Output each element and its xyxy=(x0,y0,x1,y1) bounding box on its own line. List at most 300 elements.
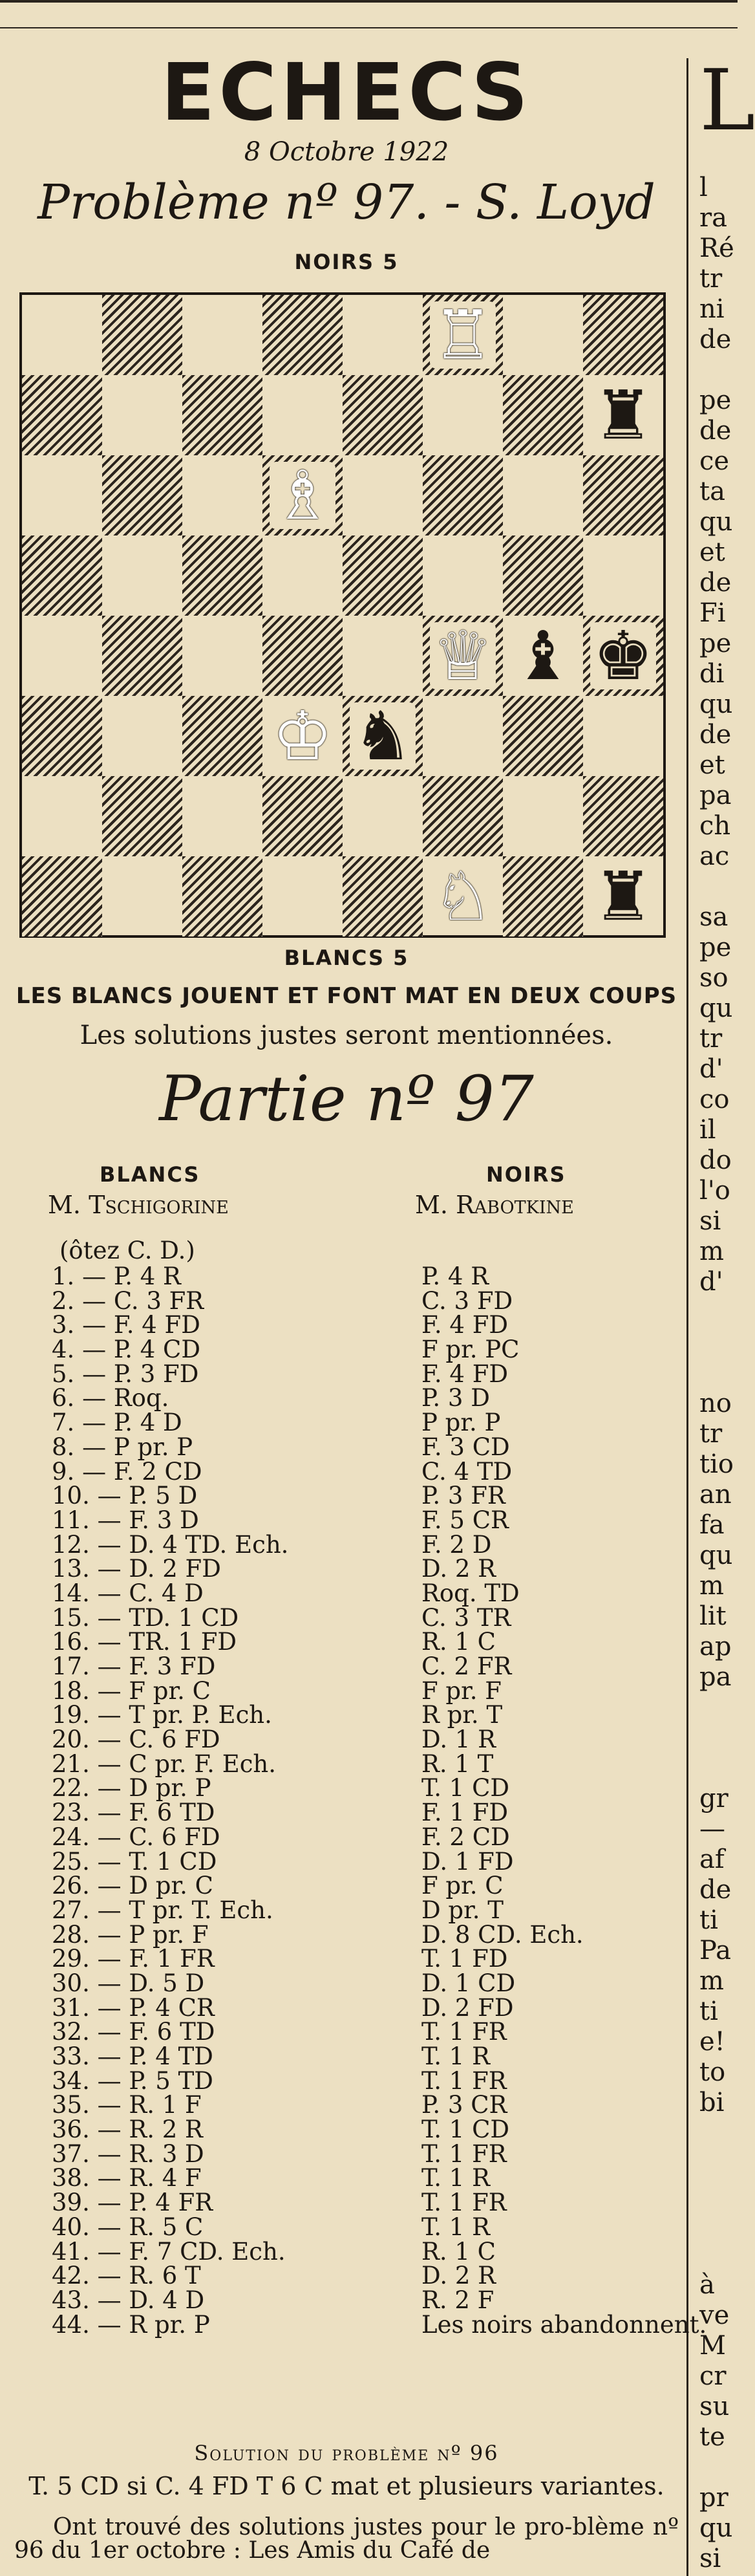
black-move: R. 2 F xyxy=(421,2286,494,2314)
move-row xyxy=(14,2264,679,2288)
top-rule xyxy=(0,0,738,3)
fragment-line: pa xyxy=(699,1662,732,1692)
board-square-h8 xyxy=(583,295,663,375)
fragment-line: m xyxy=(699,1966,724,1996)
white-move: 28. — P pr. F xyxy=(52,1920,209,1949)
column-rule xyxy=(686,58,688,2576)
black-move: F. 2 D xyxy=(421,1530,492,1559)
move-row xyxy=(14,1581,679,1606)
fragment-line: fa xyxy=(699,1510,725,1540)
solutions-note: Les solutions justes seront mentionnées. xyxy=(80,1021,613,1050)
board-square-c4 xyxy=(182,616,262,696)
fragment-line: pe xyxy=(699,933,732,962)
fragment-line: si xyxy=(699,1206,721,1236)
fragment-line: m xyxy=(699,1237,724,1266)
piece-glyph: ♚ xyxy=(590,622,655,689)
move-row xyxy=(14,1920,679,1949)
chess-column xyxy=(14,39,679,274)
black-move: T. 1 R xyxy=(421,2042,490,2070)
move-row xyxy=(14,2139,679,2168)
fragment-line: qu xyxy=(699,1541,733,1570)
piece-glyph: ♕ xyxy=(430,622,495,689)
move-list xyxy=(14,1237,707,2339)
black-knight-icon xyxy=(343,696,423,776)
fragment-line: pe xyxy=(699,629,732,658)
black-move: T. 1 R xyxy=(421,2213,490,2241)
fragment-line: no xyxy=(699,1389,732,1418)
fragment-line: — xyxy=(699,1814,725,1844)
move-row xyxy=(14,1508,679,1533)
black-move: D. 1 R xyxy=(421,1726,496,1754)
fragment-line: de xyxy=(699,720,732,750)
fragment-line: ap xyxy=(699,1632,732,1661)
piece-glyph: ♗ xyxy=(270,462,335,529)
fragment-line: gr xyxy=(699,1784,728,1813)
black-rook-icon xyxy=(583,375,663,455)
fragment-line: to xyxy=(699,2057,726,2087)
move-row xyxy=(14,1727,679,1752)
board-square-h2 xyxy=(583,776,663,856)
move-row xyxy=(14,1676,679,1705)
fragment-line: de xyxy=(699,325,732,354)
black-move: T. 1 FR xyxy=(421,2066,507,2095)
white-move: 20. — C. 6 FD xyxy=(52,1726,220,1754)
fragment-line: ce xyxy=(699,446,730,476)
black-move: F. 5 CR xyxy=(421,1506,509,1534)
black-move: F. 4 FD xyxy=(421,1311,509,1339)
move-row xyxy=(14,2020,679,2044)
white-move: 40. — R. 5 C xyxy=(52,2213,204,2241)
fragment-line: Pa xyxy=(699,1936,731,1965)
board-square-b7 xyxy=(102,375,182,455)
board-square-e7 xyxy=(343,375,423,455)
board-square-a7 xyxy=(22,375,102,455)
white-move: 15. — TD. 1 CD xyxy=(52,1603,239,1632)
move-row xyxy=(14,1776,679,1801)
board-square-c2 xyxy=(182,776,262,856)
white-move: 11. — F. 3 D xyxy=(52,1506,199,1534)
fragment-line: di xyxy=(699,659,725,689)
board-square-f7 xyxy=(423,375,503,455)
fragment-line xyxy=(699,1753,738,1784)
board-square-g1 xyxy=(503,856,583,936)
white-move: 10. — P. 5 D xyxy=(52,1482,198,1510)
move-row xyxy=(14,2237,679,2266)
black-move: P. 4 R xyxy=(421,1262,489,1290)
white-move: 16. — TR. 1 FD xyxy=(52,1628,237,1656)
fragment-line: co xyxy=(699,1085,730,1114)
board-square-b4 xyxy=(102,616,182,696)
move-row xyxy=(14,1630,679,1654)
move-row xyxy=(14,2215,679,2240)
handicap-text: (ôtez C. D.) xyxy=(59,1237,195,1264)
black-move: P. 3 CR xyxy=(421,2091,507,2119)
white-move: 8. — P pr. P xyxy=(52,1433,193,1461)
white-move: 1. — P. 4 R xyxy=(52,1262,181,1290)
fragment-line: su xyxy=(699,2392,730,2421)
white-move: 13. — D. 2 FD xyxy=(52,1555,221,1583)
move-row xyxy=(14,1654,679,1679)
chess-board xyxy=(19,292,666,938)
board-square-e4 xyxy=(343,616,423,696)
black-move: T. 1 FR xyxy=(421,2139,507,2168)
fragment-line xyxy=(699,2452,738,2483)
fragment-line: ti xyxy=(699,1905,718,1935)
fragment-line: qu xyxy=(699,689,733,719)
board-square-e5 xyxy=(343,536,423,616)
black-move: T. 1 R xyxy=(421,2164,490,2192)
black-move: D. 1 CD xyxy=(421,1969,516,1997)
black-move: Roq. TD xyxy=(421,1579,520,1607)
move-row xyxy=(14,1971,679,1996)
fragment-line: de xyxy=(699,568,732,598)
board-square-f5 xyxy=(423,536,503,616)
fragment-line: af xyxy=(699,1845,725,1874)
board-square-a5 xyxy=(22,536,102,616)
black-header xyxy=(415,1162,574,1219)
fragment-line: an xyxy=(699,1480,732,1510)
black-move: C. 2 FR xyxy=(421,1652,512,1680)
piece-glyph: ♞ xyxy=(350,702,415,770)
fragment-line: pr xyxy=(699,2483,728,2513)
white-heading: BLANCS xyxy=(100,1162,200,1187)
white-move: 44. — R pr. P xyxy=(52,2310,210,2339)
move-row xyxy=(14,1313,679,1337)
board-square-e6 xyxy=(343,455,423,536)
problem-title: Problème nº 97. - S. Loyd xyxy=(37,175,655,230)
piece-glyph: ♘ xyxy=(430,863,495,930)
move-row xyxy=(14,1337,679,1362)
move-row xyxy=(14,1386,679,1411)
fragment-line: ra xyxy=(699,203,727,233)
white-move: 23. — F. 6 TD xyxy=(52,1799,215,1827)
white-count-label: BLANCS 5 xyxy=(284,946,409,970)
fragment-line xyxy=(699,1358,738,1389)
board-square-b2 xyxy=(102,776,182,856)
black-move: P pr. P xyxy=(421,1409,501,1437)
move-row xyxy=(14,1557,679,1581)
move-row xyxy=(14,1411,679,1435)
board-square-e2 xyxy=(343,776,423,856)
fragment-line: bi xyxy=(699,2088,725,2117)
fragment-line xyxy=(699,2179,738,2209)
handicap-note xyxy=(14,1237,679,1264)
black-move: D. 2 R xyxy=(421,1555,496,1583)
white-move: 26. — D pr. C xyxy=(52,1872,213,1900)
fragment-line: do xyxy=(699,1145,732,1175)
white-move: 19. — T pr. P. Ech. xyxy=(52,1701,272,1729)
board-square-c6 xyxy=(182,455,262,536)
white-header xyxy=(48,1162,229,1219)
black-move: Les noirs abandonnent. xyxy=(421,2310,707,2339)
board-square-d1 xyxy=(262,856,343,936)
black-bishop-icon xyxy=(503,616,583,696)
white-move: 4. — P. 4 CD xyxy=(52,1336,201,1364)
fragment-line xyxy=(699,1297,738,1328)
board-square-g6 xyxy=(503,455,583,536)
white-move: 38. — R. 4 F xyxy=(52,2164,202,2192)
black-heading: NOIRS xyxy=(486,1162,566,1187)
page-title: ECHECS xyxy=(161,47,532,138)
board-square-g5 xyxy=(503,536,583,616)
white-move: 35. — R. 1 F xyxy=(52,2091,202,2119)
white-move: 32. — F. 6 TD xyxy=(52,2018,215,2046)
move-row xyxy=(14,1947,679,1971)
game-header xyxy=(14,1162,679,1227)
black-count-label: NOIRS 5 xyxy=(294,250,399,274)
white-move: 42. — R. 6 T xyxy=(52,2262,201,2290)
black-king-icon xyxy=(583,616,663,696)
move-row xyxy=(14,1457,679,1486)
fragment-line: qu xyxy=(699,507,733,537)
fragment-line: d' xyxy=(699,1267,723,1297)
mate-instruction: LES BLANCS JOUENT ET FONT MAT EN DEUX COUPS xyxy=(16,983,677,1009)
piece-glyph: ♜ xyxy=(590,382,655,449)
black-move: C. 3 TR xyxy=(421,1603,511,1632)
white-move: 33. — P. 4 TD xyxy=(52,2042,213,2070)
board-square-d8 xyxy=(262,295,343,375)
board-square-f2 xyxy=(423,776,503,856)
fragment-line: Fi xyxy=(699,598,726,628)
fragment-line: pe xyxy=(699,385,732,415)
move-row xyxy=(14,2066,679,2095)
white-move: 6. — Roq. xyxy=(52,1384,169,1412)
move-row xyxy=(14,2310,707,2339)
white-queen-icon xyxy=(423,616,503,696)
white-move: 24. — C. 6 FD xyxy=(52,1823,220,1851)
black-move: D. 1 FD xyxy=(421,1847,514,1876)
board-square-b1 xyxy=(102,856,182,936)
fragment-line: et xyxy=(699,537,725,567)
issue-date: 8 Octobre 1922 xyxy=(244,137,449,167)
fragment-line: tr xyxy=(699,1024,723,1054)
fragment-line: ni xyxy=(699,294,725,324)
fragment-line: de xyxy=(699,416,732,446)
fragment-line xyxy=(699,355,738,385)
white-move: 36. — R. 2 R xyxy=(52,2116,203,2144)
board-square-a1 xyxy=(22,856,102,936)
board-square-c5 xyxy=(182,536,262,616)
black-move: C. 3 FD xyxy=(421,1286,513,1315)
fragment-line: ch xyxy=(699,811,731,841)
black-move: C. 4 TD xyxy=(421,1457,513,1486)
board-square-a2 xyxy=(22,776,102,856)
board-square-c1 xyxy=(182,856,262,936)
move-row xyxy=(14,2191,679,2215)
fragment-line: pa xyxy=(699,781,732,810)
fragment-line: sa xyxy=(699,902,728,932)
fragment-line: cr xyxy=(699,2361,727,2391)
fragment-line xyxy=(699,2240,738,2270)
black-move: R. 1 C xyxy=(421,1628,496,1656)
move-row xyxy=(14,1286,679,1315)
black-move: R. 1 C xyxy=(421,2237,496,2266)
move-row xyxy=(14,1749,679,1778)
white-bishop-icon xyxy=(262,455,343,536)
black-move: F pr. C xyxy=(421,1872,504,1900)
black-move: T. 1 CD xyxy=(421,1774,510,1802)
fragment-line: d' xyxy=(699,1054,723,1084)
white-move: 29. — F. 1 FR xyxy=(52,1945,215,1973)
fragment-line: et xyxy=(699,750,725,780)
piece-glyph: ♝ xyxy=(510,622,575,689)
move-row xyxy=(14,1703,679,1727)
board-square-a6 xyxy=(22,455,102,536)
white-move: 5. — P. 3 FD xyxy=(52,1359,199,1388)
fragment-line: m xyxy=(699,1571,724,1601)
fragment-line: ve xyxy=(699,2300,730,2330)
white-move: 31. — P. 4 CR xyxy=(52,1993,215,2022)
board-square-a3 xyxy=(22,696,102,776)
board-square-g7 xyxy=(503,375,583,455)
solution-text: T. 5 CD si C. 4 FD T 6 C mat et plusieurs variantes. xyxy=(28,2472,665,2500)
white-move: 18. — F pr. C xyxy=(52,1676,211,1705)
move-row xyxy=(14,1898,679,1923)
board-square-h6 xyxy=(583,455,663,536)
white-knight-icon xyxy=(423,856,503,936)
next-column-fragment xyxy=(699,51,755,2576)
white-rook-icon xyxy=(423,295,503,375)
board-square-c3 xyxy=(182,696,262,776)
black-rook-icon xyxy=(583,856,663,936)
board-square-b8 xyxy=(102,295,182,375)
move-row xyxy=(14,2044,679,2069)
fragment-line: si xyxy=(699,2544,721,2573)
fragment-line: te xyxy=(699,2422,725,2452)
board-square-a4 xyxy=(22,616,102,696)
fragment-line: l xyxy=(699,173,708,202)
white-move: 39. — P. 4 FR xyxy=(52,2189,213,2217)
fragment-line: so xyxy=(699,963,728,993)
fragment-line xyxy=(699,2148,738,2179)
board-square-a8 xyxy=(22,295,102,375)
move-row xyxy=(14,1359,679,1388)
board-square-e1 xyxy=(343,856,423,936)
fragment-line: il xyxy=(699,1115,716,1145)
white-move: 27. — T pr. T. Ech. xyxy=(52,1896,273,1924)
fragment-line: tr xyxy=(699,1419,723,1449)
white-move: 2. — C. 3 FR xyxy=(52,1286,204,1315)
move-row xyxy=(14,2166,679,2191)
fragment-line xyxy=(699,2209,738,2240)
board-square-f3 xyxy=(423,696,503,776)
solvers-text: Ont trouvé des solutions justes pour le pro-blème nº 96 du 1er octobre : Les Amis du Café de xyxy=(14,2514,679,2564)
move-row xyxy=(14,1993,679,2022)
board-square-b3 xyxy=(102,696,182,776)
white-move: 7. — P. 4 D xyxy=(52,1409,182,1437)
black-move: F. 2 CD xyxy=(421,1823,510,1851)
fragment-line xyxy=(699,1693,738,1723)
next-headline-letter: L xyxy=(699,51,755,149)
white-move: 22. — D pr. P xyxy=(52,1774,211,1802)
white-move: 37. — R. 3 D xyxy=(52,2139,204,2168)
partie-title: Partie nº 97 xyxy=(159,1063,534,1135)
fragment-line: qu xyxy=(699,2513,733,2543)
solution-heading: Solution du problème nº 96 xyxy=(194,2441,499,2465)
board-square-c8 xyxy=(182,295,262,375)
problem-caption xyxy=(14,946,679,1134)
white-move: 12. — D. 4 TD. Ech. xyxy=(52,1530,289,1559)
fragment-line: tio xyxy=(699,1449,734,1479)
white-move: 30. — D. 5 D xyxy=(52,1969,205,1997)
fragment-line xyxy=(699,1723,738,1753)
move-row xyxy=(14,1874,679,1898)
black-move: T. 1 FR xyxy=(421,2189,507,2217)
black-move: D pr. T xyxy=(421,1896,504,1924)
move-row xyxy=(14,2117,679,2142)
black-move: F. 4 FD xyxy=(421,1359,509,1388)
fragment-line xyxy=(699,872,738,902)
black-player: M. Rabotkine xyxy=(415,1191,574,1219)
move-row xyxy=(14,1484,679,1508)
white-player: M. Tschigorine xyxy=(48,1191,229,1219)
fragment-line: Ré xyxy=(699,233,734,263)
black-move: P. 3 D xyxy=(421,1384,490,1412)
black-move: R. 1 T xyxy=(421,1749,494,1778)
fragment-line: ta xyxy=(699,477,725,506)
white-move: 9. — F. 2 CD xyxy=(52,1457,202,1486)
black-move: T. 1 FD xyxy=(421,1945,508,1973)
fragment-line: e! xyxy=(699,2027,725,2057)
white-move: 21. — C pr. F. Ech. xyxy=(52,1749,277,1778)
fragment-line: à xyxy=(699,2270,715,2300)
board-square-b5 xyxy=(102,536,182,616)
fragment-line: qu xyxy=(699,993,733,1023)
black-move: D. 2 FD xyxy=(421,1993,514,2022)
board-square-g2 xyxy=(503,776,583,856)
black-move: T. 1 CD xyxy=(421,2116,510,2144)
move-row xyxy=(14,2288,679,2313)
black-move: F pr. PC xyxy=(421,1336,520,1364)
black-move: F pr. F xyxy=(421,1676,502,1705)
black-move: D. 8 CD. Ech. xyxy=(421,1920,584,1949)
board-square-f6 xyxy=(423,455,503,536)
piece-glyph: ♔ xyxy=(270,702,335,770)
white-move: 17. — F. 3 FD xyxy=(52,1652,216,1680)
board-square-d7 xyxy=(262,375,343,455)
board-square-e8 xyxy=(343,295,423,375)
fragment-line: M xyxy=(699,2331,726,2361)
fragment-line: l'o xyxy=(699,1176,730,1206)
white-move: 34. — P. 5 TD xyxy=(52,2066,213,2095)
move-row xyxy=(14,1435,679,1460)
move-row xyxy=(14,1801,679,1825)
move-row xyxy=(14,1825,679,1850)
black-move: P. 3 FR xyxy=(421,1482,505,1510)
board-square-c7 xyxy=(182,375,262,455)
white-move: 41. — F. 7 CD. Ech. xyxy=(52,2237,286,2266)
fragment-line xyxy=(699,2118,738,2148)
black-move: R pr. T xyxy=(421,1701,503,1729)
move-row xyxy=(14,2093,679,2117)
board-square-h5 xyxy=(583,536,663,616)
fragment-line: tr xyxy=(699,264,723,294)
black-move: F. 1 FD xyxy=(421,1799,509,1827)
piece-glyph: ♖ xyxy=(430,301,495,369)
fragment-line xyxy=(699,1328,738,1358)
fragment-line: ac xyxy=(699,841,730,871)
fragment-line: de xyxy=(699,1875,732,1905)
white-king-icon xyxy=(262,696,343,776)
header-rule xyxy=(0,27,738,28)
black-move: F. 3 CD xyxy=(421,1433,510,1461)
white-move: 14. — C. 4 D xyxy=(52,1579,204,1607)
board-square-d4 xyxy=(262,616,343,696)
board-square-d2 xyxy=(262,776,343,856)
white-move: 43. — D. 4 D xyxy=(52,2286,205,2314)
black-move: D. 2 R xyxy=(421,2262,496,2290)
white-move: 3. — F. 4 FD xyxy=(52,1311,200,1339)
